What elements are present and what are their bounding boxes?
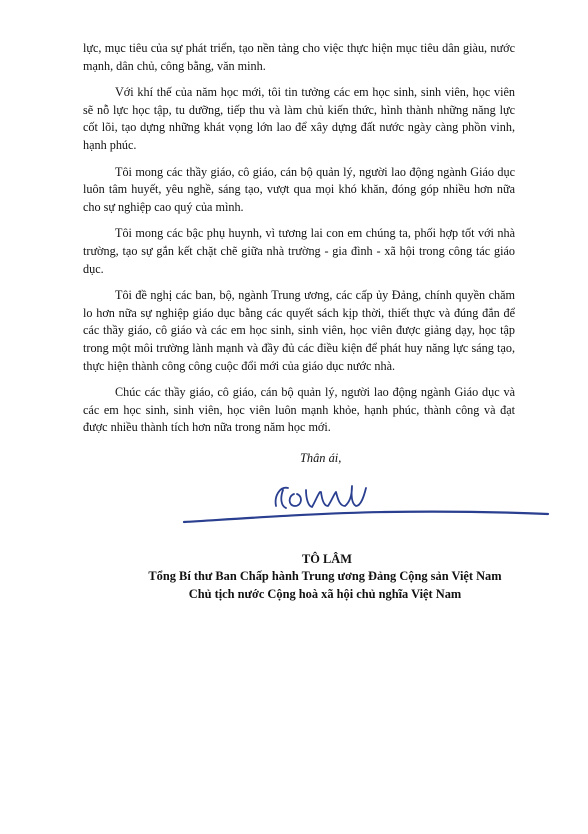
- signer-name: TÔ LÂM: [302, 552, 352, 566]
- paragraph-authorities: Tôi đề nghị các ban, bộ, ngành Trung ương, các cấp ủy Đảng, chính quyền chăm lo hơn nữa sự nghiệp giáo dục bằng các quyết sách kịp thời, thiết thực và đúng đắn để các thầy giáo, cô giáo và các em học sinh, sinh viên, học viên được giảng dạy, học tập trong một môi trường lành mạnh và đầy đủ các điều kiện để phát huy năng lực sáng tạo, thực hiện thành công công cuộc đổi mới của giáo dục nước nhà.: [83, 288, 515, 373]
- paragraph-continuation: lực, mục tiêu của sự phát triển, tạo nền tảng cho việc thực hiện mục tiêu dân giàu, nước mạnh, dân chủ, công bằng, văn minh.: [83, 41, 515, 73]
- letter-body: [83, 40, 515, 446]
- paragraph-wishes: Chúc các thầy giáo, cô giáo, cán bộ quản lý, người lao động ngành Giáo dục và các em học sinh, sinh viên, học viên luôn mạnh khỏe, hạnh phúc, thành công và đạt được nhiều thành tích hơn nữa trong năm học mới.: [83, 385, 515, 435]
- signer-title-party: Tổng Bí thư Ban Chấp hành Trung ương Đảng Cộng sản Việt Nam: [148, 569, 502, 583]
- signature-icon: [180, 466, 552, 536]
- closing-salutation: Thân ái,: [300, 451, 342, 465]
- paragraph-students: Với khí thế của năm học mới, tôi tin tưởng các em học sinh, sinh viên, học viên sẽ nỗ lực học tập, tu dưỡng, tiếp thu và làm chủ kiến thức, hình thành những năng lực cốt lõi, tạo dựng những khát vọng lớn lao để xây dựng đất nước ngày càng phồn vinh, hạnh phúc.: [83, 85, 515, 152]
- signer-title-state: Chủ tịch nước Cộng hoà xã hội chủ nghĩa Việt Nam: [188, 587, 462, 601]
- handwritten-signature: [180, 466, 552, 536]
- paragraph-teachers: Tôi mong các thầy giáo, cô giáo, cán bộ quản lý, người lao động ngành Giáo dục luôn tâm huyết, yêu nghề, sáng tạo, vượt qua mọi khó khăn, đóng góp nhiều hơn nữa cho sự nghiệp cao quý của mình.: [83, 164, 515, 214]
- paragraph-parents: Tôi mong các bậc phụ huynh, vì tương lai con em chúng ta, phối hợp tốt với nhà trường, tạo sự gắn kết chặt chẽ giữa nhà trường - gia đình - xã hội trong công tác giáo dục.: [83, 226, 515, 276]
